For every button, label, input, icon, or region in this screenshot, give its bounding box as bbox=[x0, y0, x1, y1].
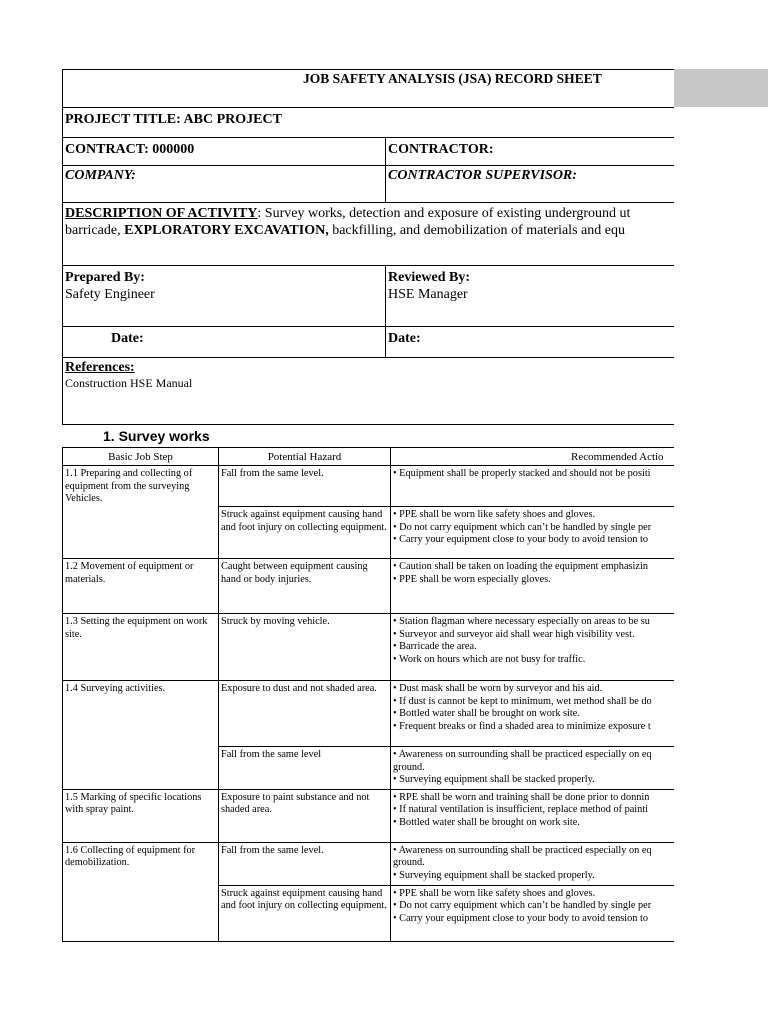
action-item: • Equipment shall be properly stacked and should not be positi bbox=[393, 468, 651, 479]
action-item: • Awareness on surrounding shall be practiced especially on eq bbox=[393, 844, 652, 856]
job-step-cell: 1.3 Setting the equipment on work site. bbox=[63, 614, 219, 681]
column-header-step: Basic Job Step bbox=[63, 448, 219, 466]
action-cell bbox=[391, 747, 675, 790]
table-row bbox=[63, 466, 675, 507]
action-item: • Surveying equipment shall be stacked properly. bbox=[393, 774, 595, 786]
action-item: • Station flagman where necessary especially on areas to be su bbox=[393, 616, 650, 627]
hazard-cell: Fall from the same level. bbox=[219, 466, 391, 507]
action-item: • Frequent breaks or find a shaded area to minimize exposure t bbox=[393, 720, 651, 732]
references-cell bbox=[63, 358, 674, 424]
job-step-cell: 1.6 Collecting of equipment for demobilization. bbox=[63, 842, 219, 941]
jsa-header-table bbox=[62, 69, 674, 425]
action-item: • PPE shall be worn especially gloves. bbox=[393, 573, 551, 585]
description-line-2c: backfilling, and demobilization of materials and equ bbox=[328, 223, 625, 238]
company-row bbox=[63, 166, 674, 203]
table-row bbox=[63, 681, 675, 747]
action-item: • If natural ventilation is insufficient, replace method of painti bbox=[393, 804, 649, 816]
action-cell bbox=[391, 842, 675, 885]
activity-description bbox=[63, 203, 674, 265]
date-label-right: Date: bbox=[385, 327, 674, 357]
job-step-cell: 1.1 Preparing and collecting of equipment from the surveying Vehicles. bbox=[63, 466, 219, 559]
prepared-by-value: Safety Engineer bbox=[65, 287, 155, 302]
contractor-label: CONTRACTOR: bbox=[385, 138, 674, 165]
references-row bbox=[63, 358, 674, 424]
job-step-cell: 1.5 Marking of specific locations with spray paint. bbox=[63, 789, 219, 842]
action-item: ground. bbox=[393, 857, 425, 869]
action-cell bbox=[391, 507, 675, 559]
company-label: COMPANY: bbox=[65, 168, 136, 183]
hazard-cell: Struck against equipment causing hand and foot injury on collecting equipment. bbox=[219, 885, 391, 941]
action-item: • RPE shall be worn and training shall be done prior to donnin bbox=[393, 791, 650, 803]
action-item: • Work on hours which are not busy for traffic. bbox=[393, 653, 586, 665]
table-row bbox=[63, 789, 675, 842]
table-row bbox=[63, 842, 675, 885]
reviewed-by-value: HSE Manager bbox=[388, 287, 468, 302]
action-item: • PPE shall be worn like safety shoes and gloves. bbox=[393, 509, 596, 520]
job-step-cell: 1.4 Surveying activities. bbox=[63, 681, 219, 790]
hazard-cell: Fall from the same level. bbox=[219, 842, 391, 885]
title-row bbox=[63, 70, 674, 108]
description-line-1: : Survey works, detection and exposure of existing underground ut bbox=[257, 206, 631, 221]
table-header-row bbox=[63, 448, 675, 466]
reviewed-by-label: Reviewed By: bbox=[388, 270, 471, 285]
references-value: Construction HSE Manual bbox=[65, 376, 193, 390]
action-item: • Do not carry equipment which can’t be handled by single per bbox=[393, 521, 652, 533]
action-item: • Carry your equipment close to your body to avoid tension to bbox=[393, 534, 648, 546]
description-label: DESCRIPTION OF ACTIVITY bbox=[65, 206, 258, 221]
contract-row bbox=[63, 138, 674, 166]
section-title: 1. Survey works bbox=[103, 428, 210, 444]
action-item: • Carry your equipment close to your body to avoid tension to bbox=[393, 912, 648, 924]
prepared-reviewed-row bbox=[63, 266, 674, 327]
hazard-cell: Struck against equipment causing hand and foot injury on collecting equipment. bbox=[219, 507, 391, 559]
action-cell bbox=[391, 789, 675, 842]
project-title: PROJECT TITLE: ABC PROJECT bbox=[65, 112, 282, 127]
table-row bbox=[63, 614, 675, 681]
references-label: References: bbox=[65, 360, 135, 375]
table-row bbox=[63, 559, 675, 614]
hazard-cell: Struck by moving vehicle. bbox=[219, 614, 391, 681]
date-label-left: Date: bbox=[111, 331, 144, 346]
prepared-by-label: Prepared By: bbox=[65, 270, 145, 285]
hazard-cell: Fall from the same level bbox=[219, 747, 391, 790]
action-item: • Surveyor and surveyor aid shall wear high visibility vest. bbox=[393, 628, 635, 640]
description-line-2a: barricade, bbox=[65, 223, 125, 238]
action-item: • If dust is cannot be kept to minimum, wet method shall be do bbox=[393, 695, 652, 707]
action-item: • Caution shall be taken on loading the equipment emphasizin bbox=[393, 561, 648, 572]
job-step-cell: 1.2 Movement of equipment or materials. bbox=[63, 559, 219, 614]
action-item: • PPE shall be worn like safety shoes and gloves. bbox=[393, 887, 596, 899]
action-cell bbox=[391, 466, 675, 507]
action-item: ground. bbox=[393, 761, 425, 773]
hazard-cell: Exposure to dust and not shaded area. bbox=[219, 681, 391, 747]
project-row bbox=[63, 108, 674, 138]
hazard-cell: Caught between equipment causing hand or body injuries. bbox=[219, 559, 391, 614]
action-cell bbox=[391, 681, 675, 747]
action-item: • Bottled water shall be brought on work site. bbox=[393, 816, 580, 828]
contract-number: CONTRACT: 000000 bbox=[65, 142, 195, 157]
description-line-2b: EXPLORATORY EXCAVATION, bbox=[124, 223, 329, 238]
action-cell bbox=[391, 885, 675, 941]
header-shading bbox=[674, 69, 768, 107]
prepared-by-cell bbox=[63, 266, 385, 326]
action-item: • Barricade the area. bbox=[393, 641, 477, 653]
date-row bbox=[63, 327, 674, 358]
contractor-supervisor-label: CONTRACTOR SUPERVISOR: bbox=[385, 166, 674, 202]
action-item: • Bottled water shall be brought on work site. bbox=[393, 708, 580, 720]
description-row bbox=[63, 203, 674, 266]
action-item: • Surveying equipment shall be stacked properly. bbox=[393, 869, 595, 881]
column-header-actions: Recommended Actio bbox=[391, 448, 675, 466]
hazard-cell: Exposure to paint substance and not shaded area. bbox=[219, 789, 391, 842]
action-item: • Awareness on surrounding shall be practiced especially on eq bbox=[393, 749, 652, 760]
jsa-table bbox=[62, 447, 674, 942]
action-item: • Do not carry equipment which can’t be handled by single per bbox=[393, 900, 652, 912]
action-cell bbox=[391, 614, 675, 681]
action-item: • Dust mask shall be worn by surveyor and his aid. bbox=[393, 683, 603, 694]
sheet-title: JOB SAFETY ANALYSIS (JSA) RECORD SHEET bbox=[303, 71, 602, 86]
action-cell bbox=[391, 559, 675, 614]
reviewed-by-cell bbox=[385, 266, 674, 326]
column-header-hazard: Potential Hazard bbox=[219, 448, 391, 466]
